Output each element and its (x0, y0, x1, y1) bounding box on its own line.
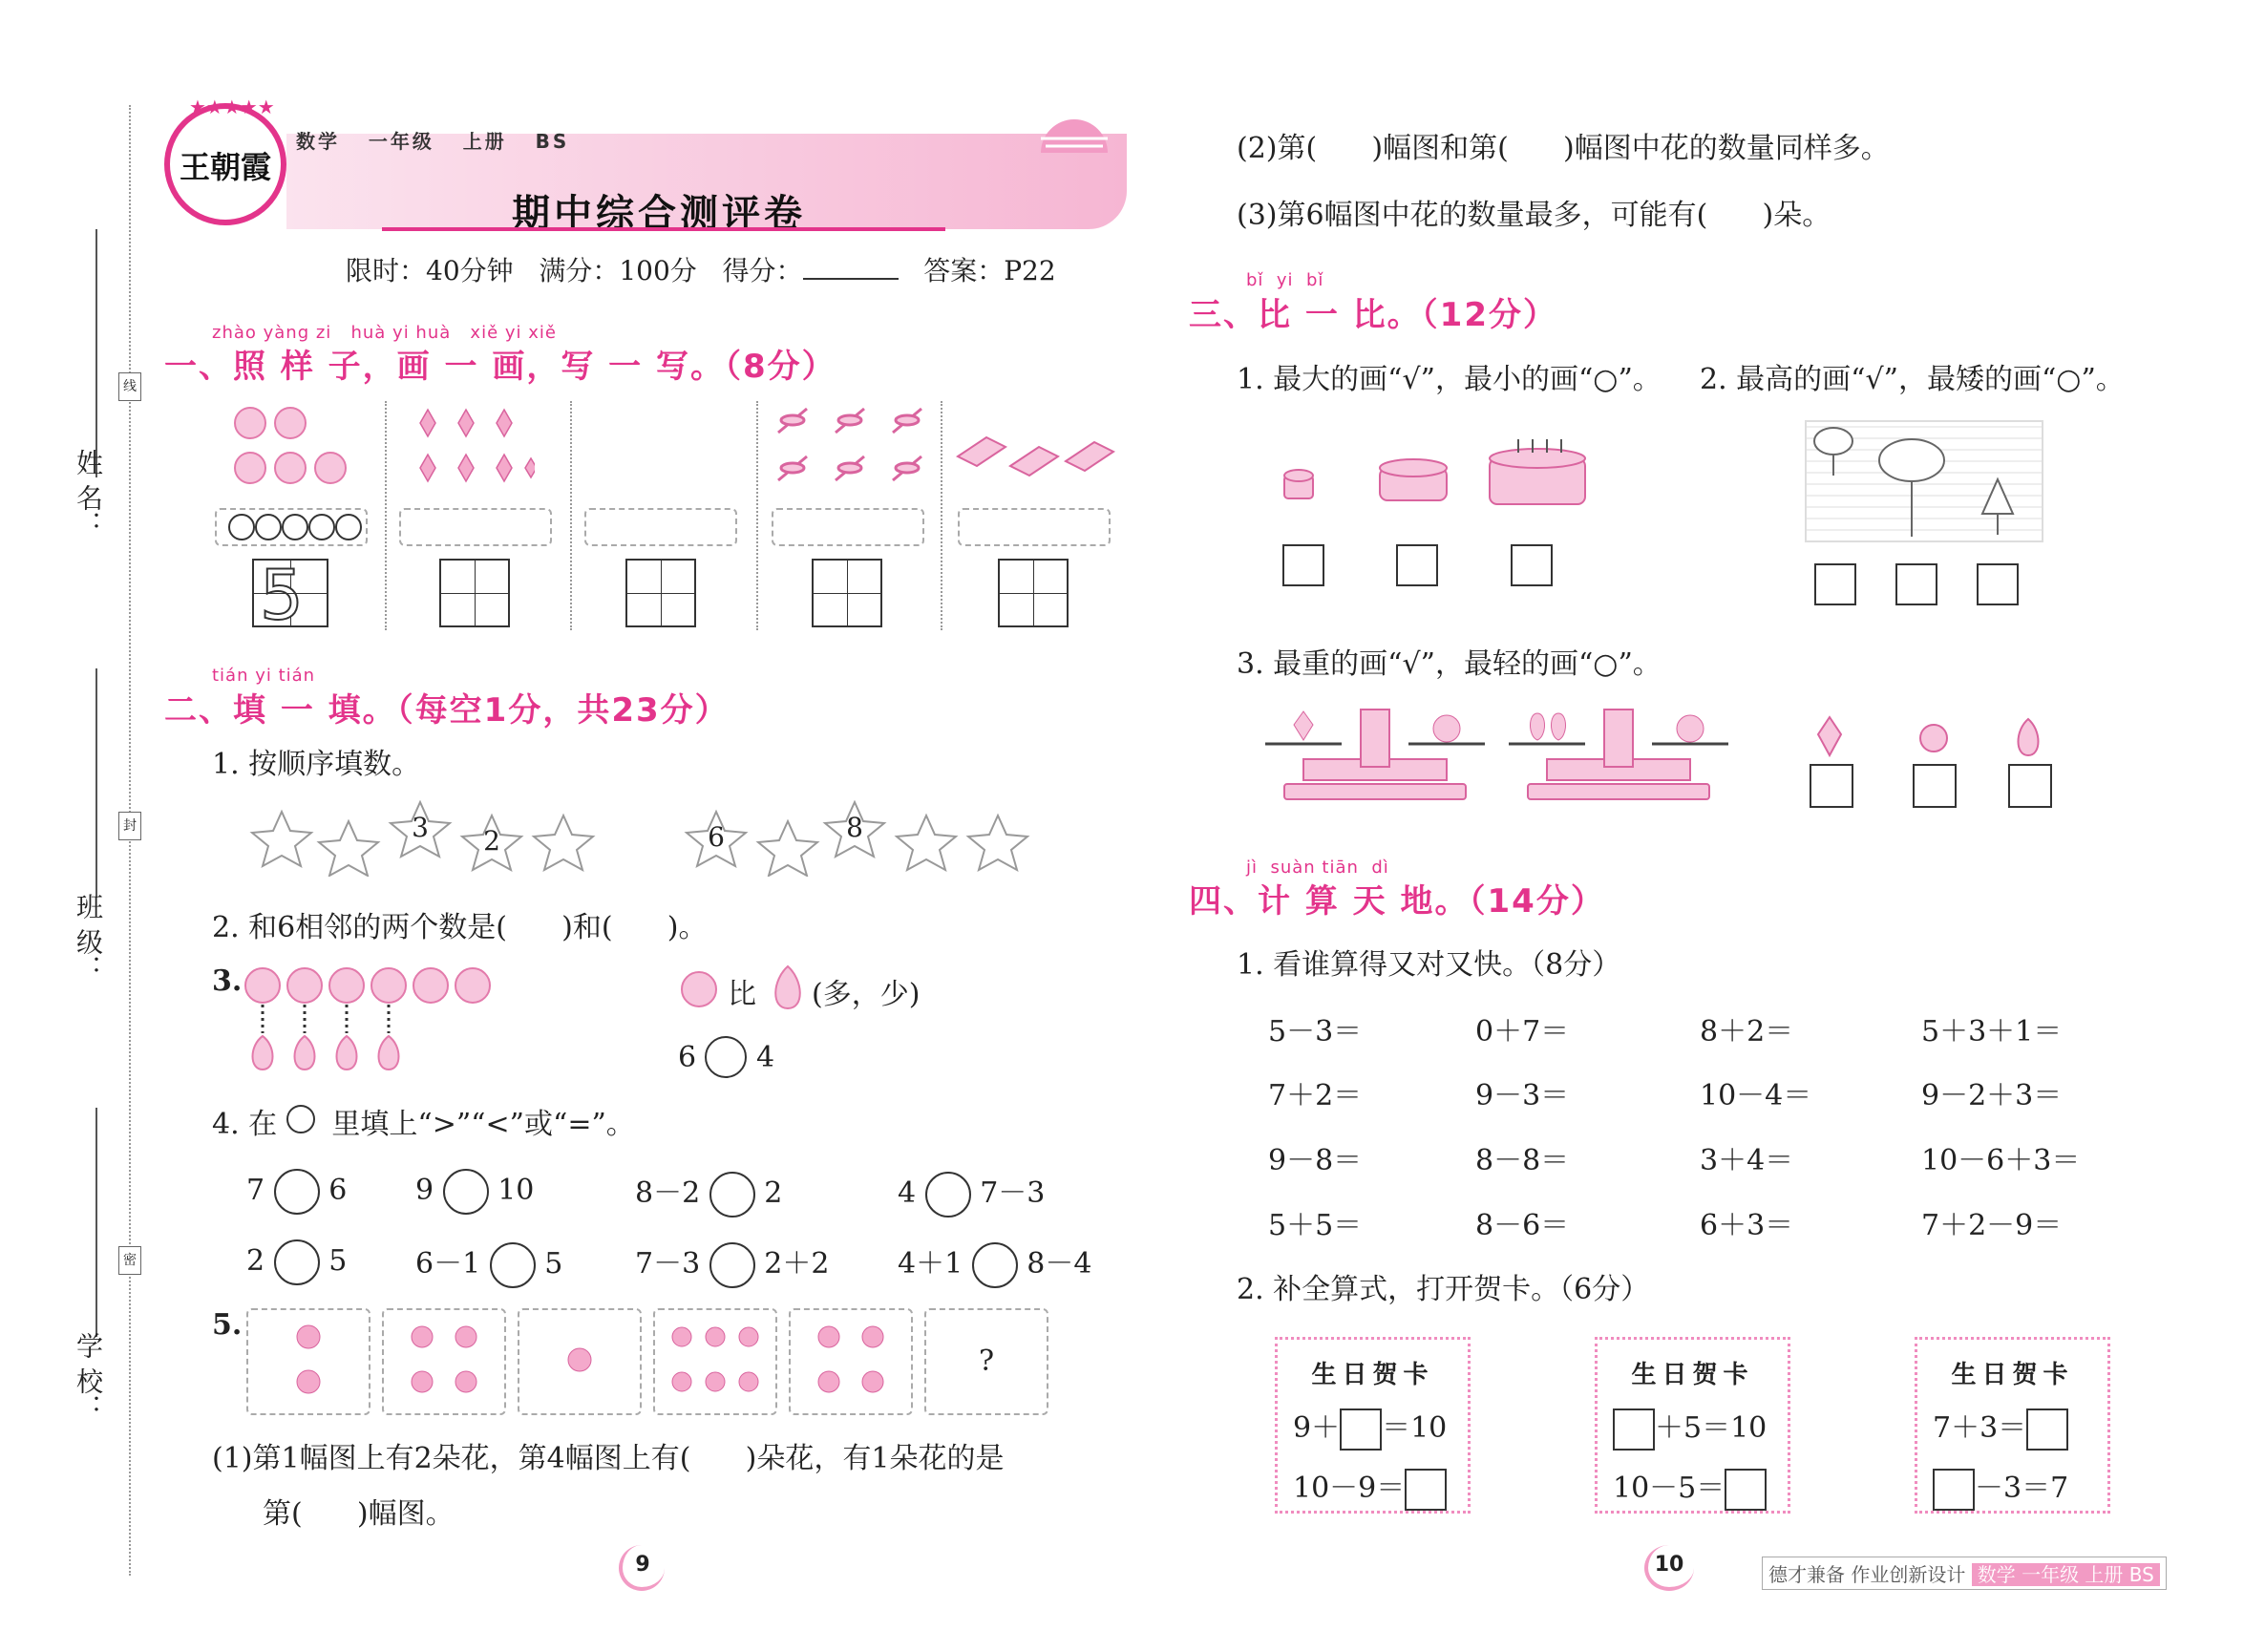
tree-box-2[interactable] (1895, 563, 1937, 605)
card-answer-box[interactable] (1725, 1469, 1767, 1511)
q4-circle[interactable] (274, 1239, 320, 1285)
class-line (95, 668, 97, 898)
q4-circle[interactable] (274, 1169, 320, 1215)
calc-item[interactable]: 8＋2＝ (1700, 1015, 1794, 1048)
q4-item (635, 1169, 782, 1218)
section-3-pinyin: bǐ yi bǐ (1246, 270, 1324, 290)
example-digit: 5 (260, 555, 304, 635)
q4-left: 4＋1 (898, 1247, 963, 1281)
answer-box-5[interactable] (958, 508, 1111, 546)
q3-left-value: 6 (678, 1041, 697, 1074)
q4-right: 5 (328, 1244, 348, 1278)
answer-box-3[interactable] (584, 508, 737, 546)
card-text: 10－9＝ (1293, 1472, 1406, 1505)
calc-item[interactable]: 9－8＝ (1268, 1144, 1363, 1177)
sun-icon (1036, 110, 1112, 158)
calc-item[interactable]: 0＋7＝ (1475, 1015, 1570, 1048)
answer-ref: 答案：P22 (923, 255, 1056, 286)
q4-item (246, 1169, 347, 1215)
pineapple-box[interactable] (1810, 764, 1853, 808)
q4-left: 7－3 (635, 1247, 701, 1281)
flower-panel-5 (789, 1308, 913, 1415)
score-blank[interactable] (803, 278, 899, 280)
q4-left: 6－1 (415, 1247, 481, 1281)
publisher-logo (164, 95, 286, 225)
card-line (1613, 1404, 1788, 1451)
flower-panel-1 (246, 1308, 370, 1415)
birthday-card-2 (1595, 1337, 1790, 1514)
card-line (1613, 1464, 1788, 1511)
mark-seal: 封 (118, 812, 141, 840)
card-line (1933, 1464, 2107, 1511)
q5-label: 5. (212, 1308, 243, 1342)
header-meta (296, 126, 569, 154)
card-answer-box[interactable] (1405, 1469, 1447, 1511)
q4-left: 2 (246, 1244, 265, 1278)
q4-right: 10 (497, 1174, 535, 1207)
star-value: 8 (846, 812, 863, 843)
col-divider (570, 401, 572, 630)
s4-q2: 2. 补全算式，打开贺卡。（6分） (1237, 1273, 1650, 1306)
q5-sub3: (3)第6幅图中花的数量最多，可能有( )朵。 (1237, 199, 1831, 232)
card-title: 生日贺卡 (1631, 1361, 1754, 1389)
cake-medium-box[interactable] (1396, 544, 1438, 586)
mark-secret: 密 (118, 1246, 141, 1275)
section-2-title: 二、填 一 填。（每空1分，共23分） (164, 691, 730, 730)
q4-left: 9 (415, 1174, 434, 1207)
q4-item (898, 1169, 1045, 1218)
q3-compare-circle[interactable] (705, 1036, 747, 1078)
binding-dotted-line (129, 105, 131, 1576)
flower-panel-2 (382, 1308, 506, 1415)
calc-item[interactable]: 9－3＝ (1475, 1079, 1570, 1112)
card-text: ＝10 (1382, 1411, 1448, 1445)
cake-small-box[interactable] (1282, 544, 1324, 586)
q4-circle[interactable] (490, 1242, 536, 1288)
q5-sub1: (1)第1幅图上有2朵花，第4幅图上有( )朵花，有1朵花的是 (212, 1442, 1005, 1475)
q4-sample-circle (286, 1105, 315, 1133)
school-line (95, 1108, 97, 1337)
calc-item[interactable]: 5－3＝ (1268, 1015, 1363, 1048)
q4-item (898, 1239, 1091, 1288)
col-divider (756, 401, 758, 630)
calc-item[interactable]: 3＋4＝ (1700, 1144, 1794, 1177)
card-line (1293, 1404, 1468, 1451)
flower-panel-3 (518, 1308, 642, 1415)
flower-panel-6: ? (924, 1308, 1048, 1415)
school-label: 学 校： (73, 1332, 104, 1421)
card-answer-box[interactable] (1613, 1408, 1655, 1451)
section-2-pinyin: tián yi tián (212, 666, 316, 686)
q4-left: 7 (246, 1174, 265, 1207)
q4-circle[interactable] (925, 1172, 971, 1218)
q4-circle[interactable] (709, 1172, 755, 1218)
q3-right-value: 4 (756, 1041, 775, 1074)
calc-item[interactable]: 7＋2－9＝ (1921, 1209, 2063, 1242)
mark-line: 线 (118, 372, 141, 401)
q4-right: 2＋2 (764, 1247, 830, 1281)
name-label: 姓 名： (73, 449, 104, 538)
grade: 一年级 (368, 130, 434, 153)
answer-box-2[interactable] (399, 508, 552, 546)
card-title: 生日贺卡 (1311, 1361, 1434, 1389)
section-3-title: 三、比 一 比。（12分） (1189, 296, 1557, 334)
flowers-group (401, 399, 535, 498)
card-text: 7＋3＝ (1933, 1411, 2027, 1445)
apples-group (231, 399, 365, 498)
class-label: 班 级： (73, 893, 104, 982)
birthday-card-1 (1275, 1337, 1471, 1514)
calc-item[interactable]: 10－4＝ (1700, 1079, 1812, 1112)
cake-large-box[interactable] (1511, 544, 1553, 586)
tree-box-1[interactable] (1814, 563, 1856, 605)
writing-grid-2[interactable] (439, 559, 510, 627)
page-title: 期中综合测评卷 (512, 192, 806, 236)
q4-circle[interactable] (709, 1242, 755, 1288)
q4-left: 8－2 (635, 1176, 701, 1210)
apples-pears-figure (243, 964, 501, 1083)
q3-compare: 比 (728, 978, 756, 1011)
edition: BS (535, 130, 570, 153)
section-1-title: 一、照 样 子，画 一 画，写 一 写。（8分） (164, 348, 836, 386)
star-value: 2 (483, 825, 500, 857)
subject: 数学 (296, 130, 340, 153)
volume: 上册 (462, 130, 507, 153)
title-underline (382, 227, 945, 231)
birthday-card-3 (1915, 1337, 2110, 1514)
answer-box-4[interactable] (772, 508, 924, 546)
col-divider (941, 401, 942, 630)
s3-q3: 3. 最重的画“√”，最轻的画“○”。 (1237, 647, 1662, 681)
exam-info (346, 250, 1056, 288)
q1-text: 1. 按顺序填数。 (212, 748, 421, 781)
answer-box-1[interactable] (215, 508, 368, 546)
card-answer-box[interactable] (1340, 1408, 1382, 1451)
calc-item[interactable]: 6＋3＝ (1700, 1209, 1794, 1242)
flower-panel-4 (653, 1308, 777, 1415)
s4-q1: 1. 看谁算得又对又快。（8分） (1237, 948, 1621, 982)
writing-grid-4[interactable] (812, 559, 882, 627)
q4-item (415, 1239, 562, 1288)
pear-icon (769, 963, 807, 1016)
q2-text: 2. 和6相邻的两个数是( )和( )。 (212, 911, 708, 944)
card-text: 9＋ (1293, 1411, 1341, 1445)
card-title: 生日贺卡 (1951, 1361, 2074, 1389)
name-line (95, 229, 97, 477)
q5-sub1b: 第( )幅图。 (263, 1497, 455, 1531)
star-chain-left (243, 800, 606, 877)
section-4-pinyin: jì suàn tiān dì (1246, 858, 1389, 878)
stars-icon: ★★★★★ (189, 95, 275, 118)
calc-item[interactable]: 5＋5＝ (1268, 1209, 1363, 1242)
writing-grid-3[interactable] (625, 559, 696, 627)
footer-brand (1762, 1557, 2167, 1590)
card-text: －3＝7 (1975, 1472, 2069, 1505)
fruits-figure (1807, 711, 2045, 763)
q5-sub2: (2)第( )幅图和第( )幅图中花的数量同样多。 (1237, 132, 1890, 165)
calc-item[interactable]: 8－8＝ (1475, 1144, 1570, 1177)
q4-right: 6 (328, 1174, 348, 1207)
calc-item[interactable]: 8－6＝ (1475, 1209, 1570, 1242)
q4-item (415, 1169, 534, 1215)
q4-item (635, 1239, 829, 1288)
erasers-group (953, 428, 1125, 489)
pear-box[interactable] (2008, 764, 2052, 808)
star-value: 3 (412, 812, 429, 843)
score-label: 得分： (722, 255, 803, 286)
card-line (1293, 1464, 1468, 1511)
q4-circle[interactable] (972, 1242, 1018, 1288)
trees-figure (1805, 420, 2043, 542)
star-chain-right (668, 800, 1031, 877)
full-score: 满分：100分 (539, 255, 697, 286)
balance-scale-2 (1509, 702, 1728, 815)
q3-label: 3. (212, 964, 243, 998)
cakes-figure (1275, 439, 1599, 529)
time-limit: 限时：40分钟 (346, 255, 514, 286)
q4-right: 8－4 (1027, 1247, 1092, 1281)
star-value: 6 (708, 821, 725, 853)
card-line (1933, 1404, 2107, 1451)
dragonflies-group (769, 399, 931, 498)
q4-left: 4 (898, 1176, 917, 1210)
page-number-left: 9 (635, 1553, 650, 1577)
card-text: 10－5＝ (1613, 1472, 1725, 1505)
calc-item[interactable]: 7＋2＝ (1268, 1079, 1363, 1112)
col-divider (385, 401, 387, 630)
section-1-pinyin: zhào yàng zi huà yi huà xiě yi xiě (212, 323, 557, 343)
balance-scale-1 (1265, 702, 1485, 815)
card-text: ＋5＝10 (1655, 1411, 1768, 1445)
calc-item[interactable]: 10－6＋3＝ (1921, 1144, 2081, 1177)
q3-choice: (多，少) (812, 978, 921, 1011)
q4-text: 4. 在 里填上“>”“<”或“=”。 (212, 1108, 635, 1141)
brand-name: 德才兼备 作业创新设计 (1768, 1563, 1966, 1586)
s3-q1: 1. 最大的画“√”，最小的画“○”。 (1237, 363, 1662, 396)
logo-text: 王朝霞 (179, 149, 271, 185)
card-answer-box[interactable] (1933, 1469, 1975, 1511)
card-answer-box[interactable] (2026, 1408, 2068, 1451)
q4-item (246, 1239, 347, 1285)
q4-right: 5 (544, 1247, 563, 1281)
q4-right: 2 (764, 1176, 783, 1210)
apple-icon (678, 966, 720, 1012)
page-number-right: 10 (1654, 1553, 1684, 1577)
writing-grid-5[interactable] (998, 559, 1069, 627)
brand-tag: 数学 一年级 上册 BS (1972, 1563, 2160, 1586)
apple-box[interactable] (1913, 764, 1957, 808)
section-4-title: 四、计 算 天 地。（14分） (1189, 882, 1605, 921)
s3-q2: 2. 最高的画“√”，最矮的画“○”。 (1700, 363, 2125, 396)
calc-item[interactable]: 5＋3＋1＝ (1921, 1015, 2063, 1048)
calc-item[interactable]: 9－2＋3＝ (1921, 1079, 2063, 1112)
writing-grid-1[interactable] (252, 555, 328, 635)
tree-box-3[interactable] (1977, 563, 2019, 605)
q4-right: 7－3 (980, 1176, 1046, 1210)
q4-circle[interactable] (443, 1169, 489, 1215)
